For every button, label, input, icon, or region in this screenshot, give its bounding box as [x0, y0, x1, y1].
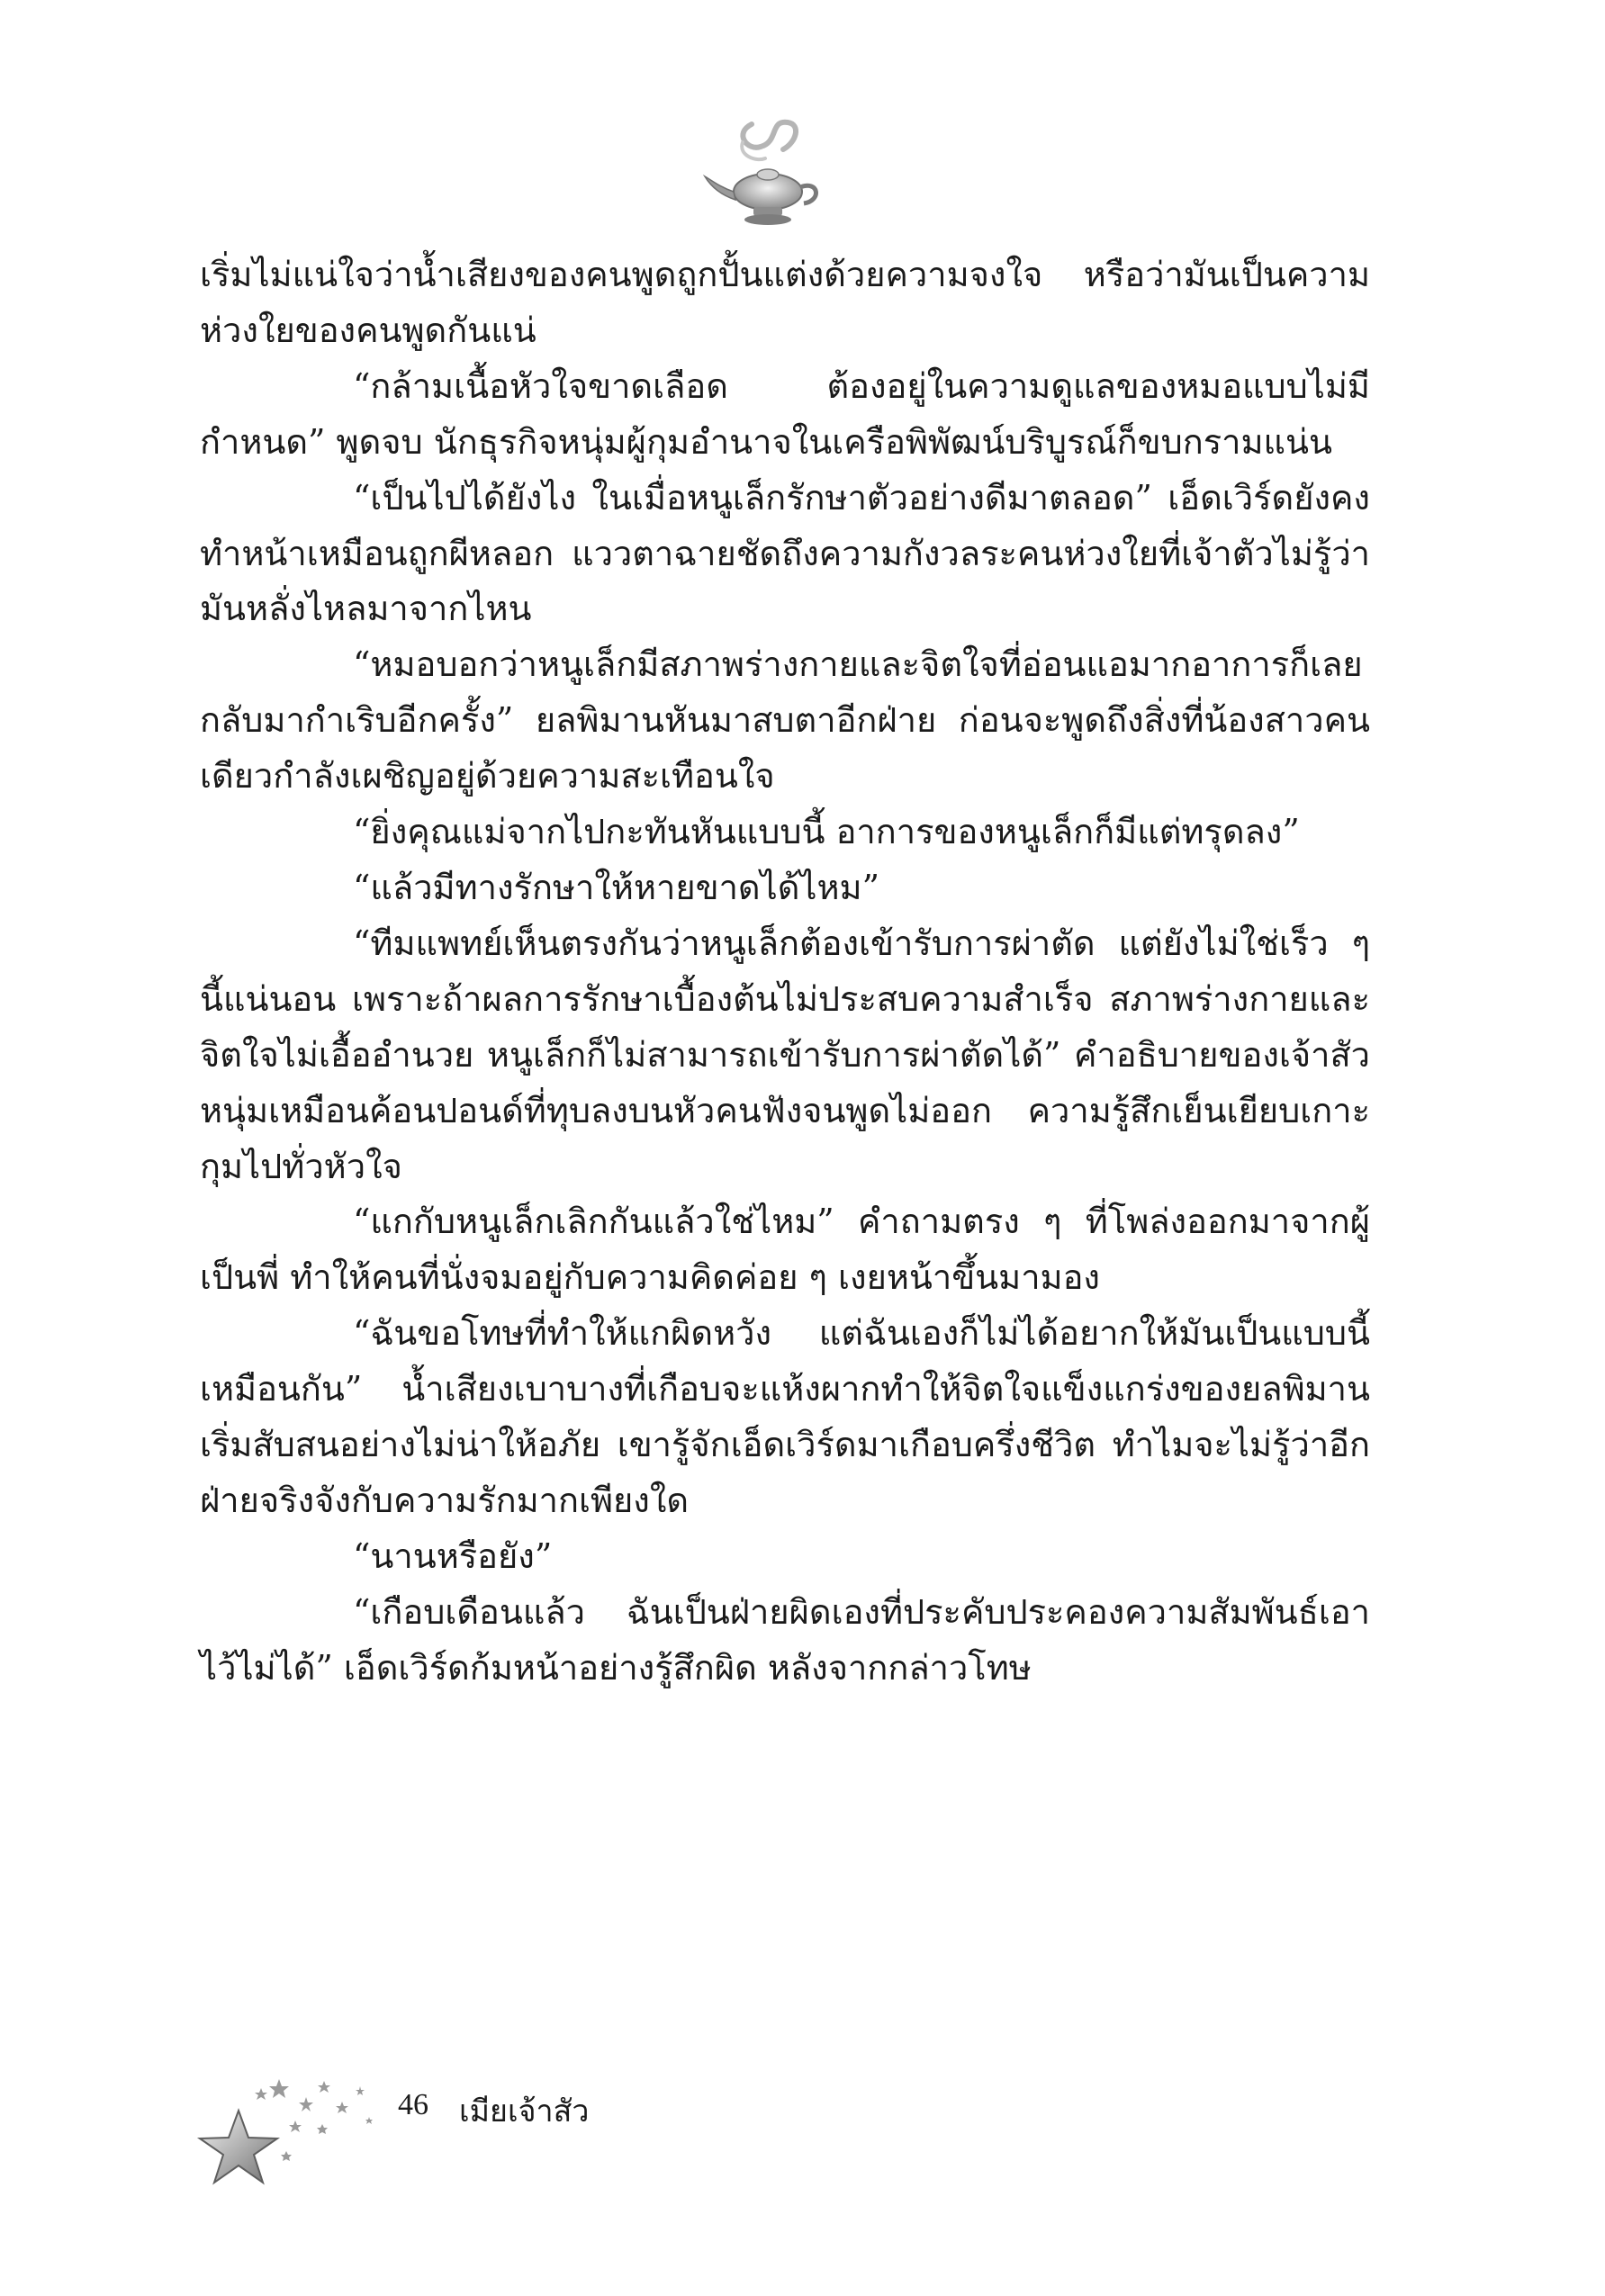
page-number: 46 [398, 2088, 428, 2121]
body-text [200, 248, 1370, 1697]
paragraph: “ทีมแพทย์เห็นตรงกันว่าหนูเล็กต้องเข้ารับการผ่าตัด แต่ยังไม่ใช่เร็ว ๆ นี้แน่นอน เพราะถ้าผลการรักษาเบื้องต้นไม่ประสบความสำเร็จ สภาพร่างกายและจิตใจไม่เอื้ออำนวย หนูเล็กก็ไม่สามารถเข้ารับการผ่าตัดได้” คำอธิบายของเจ้าสัวหนุ่มเหมือนค้อนปอนด์ที่ทุบลงบนหัวคนฟังจนพูดไม่ออก ความรู้สึกเย็นเยียบเกาะกุมไปทั่วหัวใจ [200, 923, 1370, 1186]
paragraph: “กล้ามเนื้อหัวใจขาดเลือด ต้องอยู่ในความดูแลของหมอแบบไม่มีกำหนด” พูดจบ นักธุรกิจหนุ่มผู้กุมอำนาจในเครือพิพัฒน์บริบูรณ์ก็ขบกรามแน่น [200, 365, 1370, 462]
paragraph: “ฉันขอโทษที่ทำให้แกผิดหวัง แต่ฉันเองก็ไม่ได้อยากให้มันเป็นแบบนี้เหมือนกัน” น้ำเสียงเบาบางที่เกือบจะแห้งผากทำให้จิตใจแข็งแกร่งของยลพิมานเริ่มสับสนอย่างไม่น่าให้อภัย เขารู้จักเอ็ดเวิร์ดมาเกือบครึ่งชีวิต ทำไมจะไม่รู้ว่าอีกฝ่ายจริงจังกับความรักมากเพียงใด [200, 1313, 1370, 1520]
page-footer [189, 2061, 819, 2196]
paragraph: “ยิ่งคุณแม่จากไปกะทันหันแบบนี้ อาการของหนูเล็กก็มีแต่ทรุดลง” [353, 812, 1300, 852]
paragraph: “เป็นไปได้ยังไง ในเมื่อหนูเล็กรักษาตัวอย่างดีมาตลอด” เอ็ดเวิร์ดยังคงทำหน้าเหมือนถูกผีหลอก แววตาฉายชัดถึงความกังวลระคนห่วงใยที่เจ้าตัวไม่รู้ว่ามันหลั่งไหลมาจากไหน [200, 477, 1370, 629]
paragraph: “หมอบอกว่าหนูเล็กมีสภาพร่างกายและจิตใจที่อ่อนแอมากอาการก็เลยกลับมากำเริบอีกครั้ง” ยลพิมานหันมาสบตาอีกฝ่าย ก่อนจะพูดถึงสิ่งที่น้องสาวคนเดียวกำลังเผชิญอยู่ด้วยความสะเทือนใจ [200, 644, 1370, 797]
paragraph: “แกกับหนูเล็กเลิกกันแล้วใช่ไหม” คำถามตรง ๆ ที่โพล่งออกมาจากผู้เป็นพี่ ทำให้คนที่นั่งจมอยู่กับความคิดค่อย ๆ เงยหน้าขึ้นมามอง [200, 1202, 1370, 1298]
book-title: เมียเจ้าสัว [459, 2093, 590, 2129]
paragraph: เริ่มไม่แน่ใจว่าน้ำเสียงของคนพูดถูกปั้นแต่งด้วยความจงใจ หรือว่ามันเป็นความห่วงใยของคนพูดกันแน่ [200, 255, 1370, 350]
paragraph: “แล้วมีทางรักษาให้หายขาดได้ไหม” [353, 867, 880, 907]
paragraph: “นานหรือยัง” [353, 1535, 553, 1576]
paragraph: “เกือบเดือนแล้ว ฉันเป็นฝ่ายผิดเองที่ประคับประคองความสัมพันธ์เอาไว้ไม่ได้” เอ็ดเวิร์ดก้มหน้าอย่างรู้สึกผิด หลังจากกล่าวโทษ [200, 1591, 1370, 1688]
star-cluster-icon [189, 2061, 387, 2196]
genie-lamp-icon [698, 106, 833, 241]
